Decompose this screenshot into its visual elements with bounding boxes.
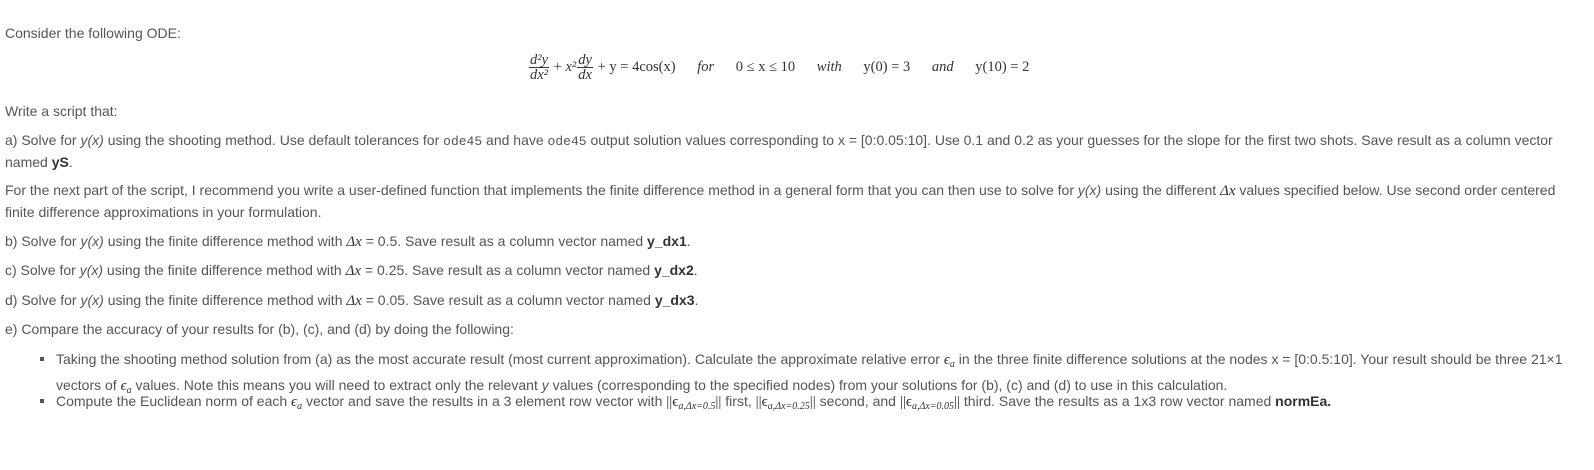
ys-varname: yS [51, 154, 69, 170]
part-b: b) Solve for y(x) using the finite difference method with Δx = 0.5. Save result as a column vector named y_dx1. [5, 233, 691, 250]
next-part-text: For the next part of the script, I recommend you write a user-defined function that implements the finite difference method in a general form that you can then use to solve for y(x) using the different Δx values specified below. Use second order centered finite difference approximations in your formulation. [5, 182, 1556, 220]
part-e: e) Compare the accuracy of your results for (b), (c), and (d) by doing the following: [5, 321, 514, 337]
write-script-text: Write a script that: [5, 103, 118, 119]
part-c: c) Solve for y(x) using the finite difference method with Δx = 0.25. Save result as a column vector named y_dx2. [5, 262, 698, 279]
first-derivative: $\frac{dy}{dx}$ [578, 52, 592, 83]
part-a: a) Solve for y(x) using the shooting method. Use default tolerances for ode45 and have ode45 output solution values corresponding to x = [0:0.05:10]. Use 0.1 and 0.2 as your guesses for the slope for the first two shots. Save result as a column vector named yS. [5, 132, 1553, 170]
bullet-1: Taking the shooting method solution from (a) as the most accurate result (most current approximation). Calculate the approximate relative error $\epsilon_a$ in the three finite difference solutions at the nodes x = [0:0.5:10]. Your result should be three 21×1 vectors of $\epsilon_a$ values. Note this means you will need to extract only the relevant y values (corresponding to the specified nodes) from your solutions for (b), (c) and (d) to use in this calculation. [56, 351, 1563, 396]
ode-equation: $\frac{\text{d²y}}{\text{dx²}}$ + x² $\frac{dy}{dx}$ + y = 4cos(x) for 0 ≤ x ≤ 10 with y(0) = 3 and y(10) = 2 [530, 52, 1030, 83]
bullet-2: Compute the Euclidean norm of each $\epsilon_a$ vector and save the results in a 3 element row vector with $||\epsilon_{a,\Delta x=0.5}||$ first, $||\epsilon_{a,\Delta x=0.25}||$ second, and $||\epsilon_{a,\Delta x=0.05}||$ third. Save the results as a 1x3 row vector named normEa. [56, 393, 1332, 412]
part-d: d) Solve for y(x) using the finite difference method with Δx = 0.05. Save result as a column vector named y_dx3. [5, 292, 699, 309]
second-derivative: $\frac{\text{d²y}}{\text{dx²}}$ [530, 52, 549, 83]
bullet-dot-1 [40, 357, 44, 361]
normea-varname: normEa. [1275, 393, 1332, 409]
intro-text: Consider the following ODE: [5, 25, 181, 41]
bullet-dot-2 [40, 399, 44, 403]
